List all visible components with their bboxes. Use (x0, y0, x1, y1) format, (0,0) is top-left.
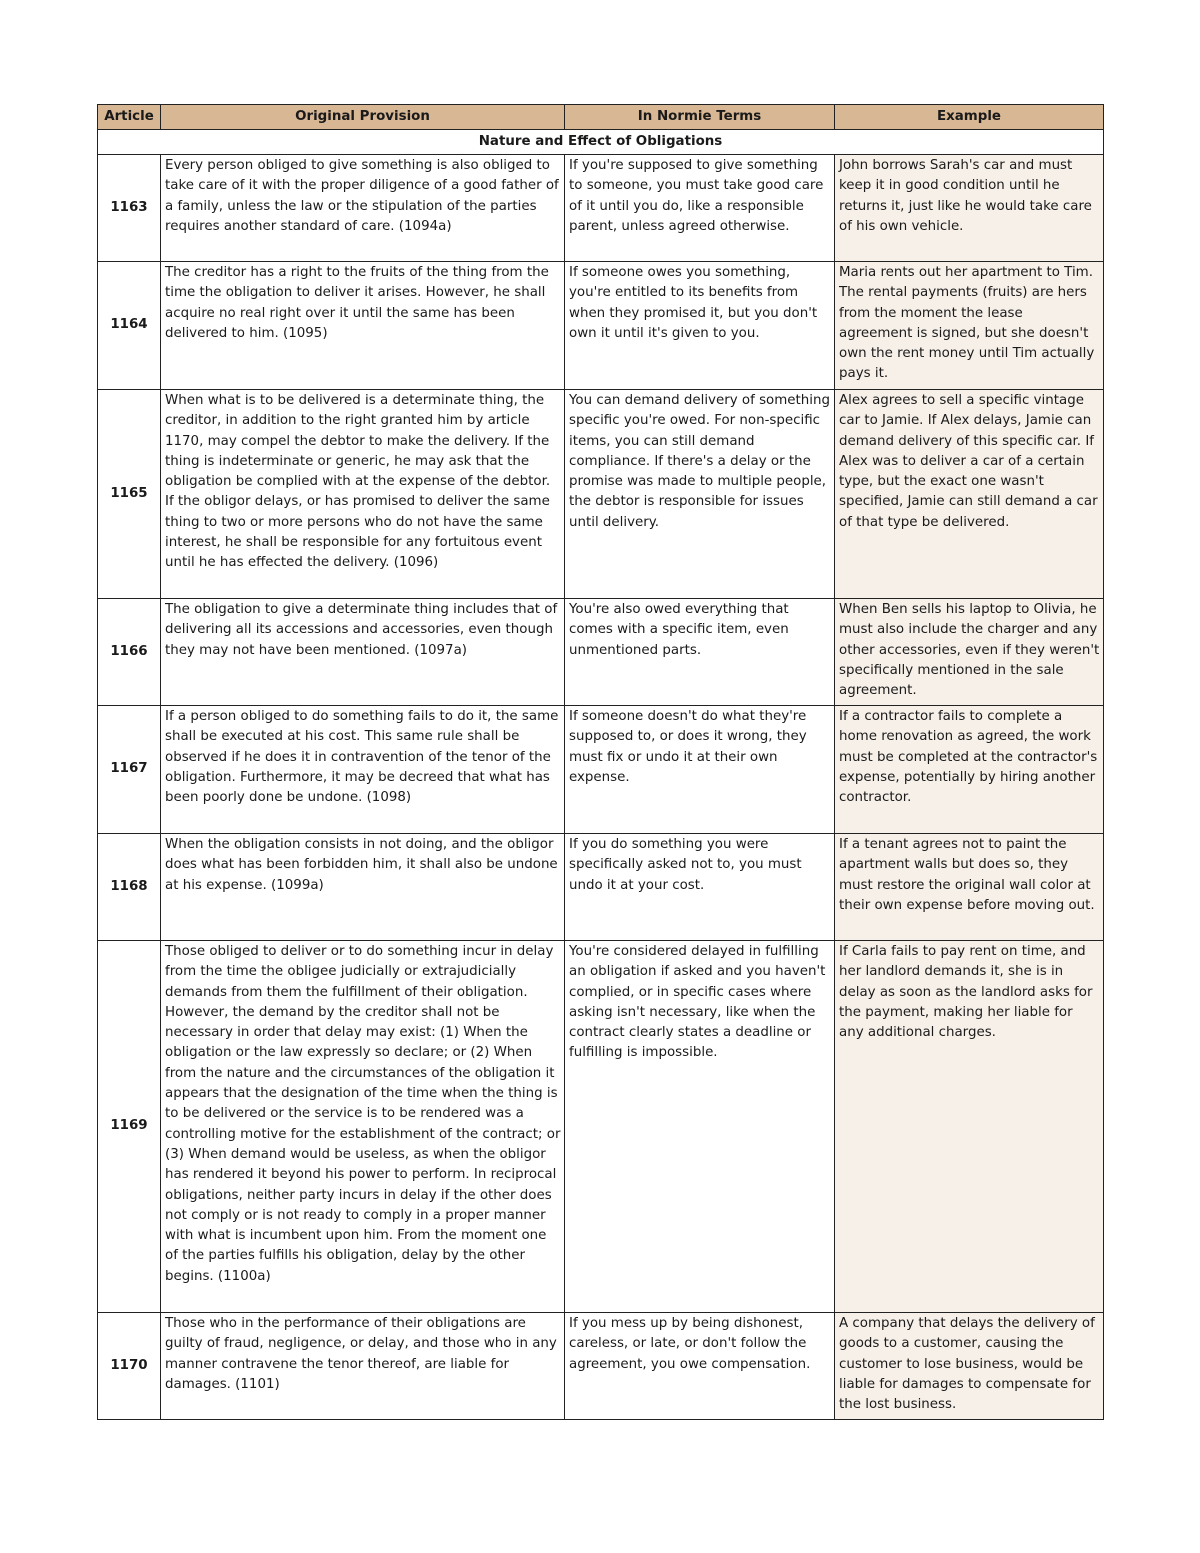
section-row (98, 130, 1104, 155)
header-normie-terms: In Normie Terms (565, 105, 835, 130)
normie-terms-cell: If you mess up by being dishonest, careless, or late, or don't follow the agreement, you owe compensation. (565, 1313, 835, 1420)
section-title: Nature and Effect of Obligations (98, 130, 1104, 155)
table-row (98, 706, 1104, 834)
article-number: 1170 (98, 1313, 161, 1420)
normie-terms-cell: If you're supposed to give something to someone, you must take good care of it until you do, like a responsible parent, unless agreed otherwise. (565, 155, 835, 262)
table-row (98, 390, 1104, 599)
normie-terms-cell: If someone owes you something, you're entitled to its benefits from when they promised it, but you don't own it until it's given to you. (565, 262, 835, 390)
header-row (98, 105, 1104, 130)
normie-terms-cell: If someone doesn't do what they're supposed to, or does it wrong, they must fix or undo it at their own expense. (565, 706, 835, 834)
example-cell: If Carla fails to pay rent on time, and her landlord demands it, she is in delay as soon as the landlord asks for the payment, making her liable for any additional charges. (835, 941, 1104, 1313)
table-row (98, 1313, 1104, 1420)
example-cell: Maria rents out her apartment to Tim. The rental payments (fruits) are hers from the moment the lease agreement is signed, but she doesn't own the rent money until Tim actually pays it. (835, 262, 1104, 390)
example-cell: Alex agrees to sell a specific vintage car to Jamie. If Alex delays, Jamie can demand delivery of this specific car. If Alex was to deliver a car of a certain type, but the exact one wasn't specified, Jamie can still demand a car of that type be delivered. (835, 390, 1104, 599)
normie-terms-cell: You're also owed everything that comes with a specific item, even unmentioned parts. (565, 599, 835, 706)
original-provision-cell: Those obliged to deliver or to do something incur in delay from the time the obligee judicially or extrajudicially demands from them the fulfillment of their obligation. However, the demand by the creditor shall not be necessary in order that delay may exist: (1) When the obligation or the law expressly so declare; or (2) When from the nature and the circumstances of the obligation it appears that the designation of the time when the thing is to be delivered or the service is to be rendered was a controlling motive for the establishment of the contract; or (3) When demand would be useless, as when the obligor has rendered it beyond his power to perform. In reciprocal obligations, neither party incurs in delay if the other does not comply or is not ready to comply in a proper manner with what is incumbent upon him. From the moment one of the parties fulfills his obligation, delay by the other begins. (1100a) (161, 941, 565, 1313)
original-provision-cell: The creditor has a right to the fruits of the thing from the time the obligation to deliver it arises. However, he shall acquire no real right over it until the same has been delivered to him. (1095) (161, 262, 565, 390)
original-provision-cell: When the obligation consists in not doing, and the obligor does what has been forbidden him, it shall also be undone at his expense. (1099a) (161, 834, 565, 941)
table-row (98, 834, 1104, 941)
example-cell: When Ben sells his laptop to Olivia, he must also include the charger and any other accessories, even if they weren't specifically mentioned in the sale agreement. (835, 599, 1104, 706)
original-provision-cell: Those who in the performance of their obligations are guilty of fraud, negligence, or delay, and those who in any manner contravene the tenor thereof, are liable for damages. (1101) (161, 1313, 565, 1420)
article-number: 1165 (98, 390, 161, 599)
original-provision-cell: Every person obliged to give something is also obliged to take care of it with the proper diligence of a good father of a family, unless the law or the stipulation of the parties requires another standard of care. (1094a) (161, 155, 565, 262)
article-number: 1167 (98, 706, 161, 834)
original-provision-cell: The obligation to give a determinate thing includes that of delivering all its accessions and accessories, even though they may not have been mentioned. (1097a) (161, 599, 565, 706)
header-original-provision: Original Provision (161, 105, 565, 130)
header-example: Example (835, 105, 1104, 130)
table-row (98, 599, 1104, 706)
normie-terms-cell: If you do something you were specifically asked not to, you must undo it at your cost. (565, 834, 835, 941)
article-number: 1169 (98, 941, 161, 1313)
table-row (98, 941, 1104, 1313)
example-cell: A company that delays the delivery of goods to a customer, causing the customer to lose business, would be liable for damages to compensate for the lost business. (835, 1313, 1104, 1420)
article-number: 1168 (98, 834, 161, 941)
article-number: 1164 (98, 262, 161, 390)
table-row (98, 155, 1104, 262)
example-cell: If a tenant agrees not to paint the apartment walls but does so, they must restore the original wall color at their own expense before moving out. (835, 834, 1104, 941)
normie-terms-cell: You're considered delayed in fulfilling an obligation if asked and you haven't complied, or in specific cases where asking isn't necessary, like when the contract clearly states a deadline or fulfilling is impossible. (565, 941, 835, 1313)
article-number: 1163 (98, 155, 161, 262)
obligations-table (97, 104, 1104, 1420)
table-row (98, 262, 1104, 390)
example-cell: John borrows Sarah's car and must keep it in good condition until he returns it, just like he would take care of his own vehicle. (835, 155, 1104, 262)
normie-terms-cell: You can demand delivery of something specific you're owed. For non-specific items, you can still demand compliance. If there's a delay or the promise was made to multiple people, the debtor is responsible for issues until delivery. (565, 390, 835, 599)
header-article: Article (98, 105, 161, 130)
original-provision-cell: If a person obliged to do something fails to do it, the same shall be executed at his cost. This same rule shall be observed if he does it in contravention of the tenor of the obligation. Furthermore, it may be decreed that what has been poorly done be undone. (1098) (161, 706, 565, 834)
original-provision-cell: When what is to be delivered is a determinate thing, the creditor, in addition to the right granted him by article 1170, may compel the debtor to make the delivery. If the thing is indeterminate or generic, he may ask that the obligation be complied with at the expense of the debtor. If the obligor delays, or has promised to deliver the same thing to two or more persons who do not have the same interest, he shall be responsible for any fortuitous event until he has effected the delivery. (1096) (161, 390, 565, 599)
example-cell: If a contractor fails to complete a home renovation as agreed, the work must be completed at the contractor's expense, potentially by hiring another contractor. (835, 706, 1104, 834)
article-number: 1166 (98, 599, 161, 706)
